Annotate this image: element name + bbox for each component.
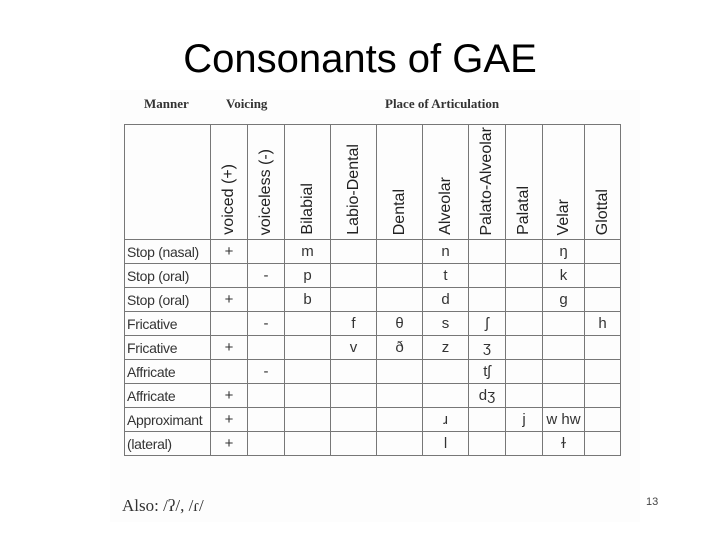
alveolar-cell: z — [423, 336, 469, 360]
alveolar-cell: n — [423, 240, 469, 264]
alveolar-cell: s — [423, 312, 469, 336]
bilabial-cell: m — [285, 240, 331, 264]
corner-cell — [125, 125, 211, 240]
dental-cell — [377, 408, 423, 432]
slide-title: Consonants of GAE — [183, 37, 537, 81]
dental-cell — [377, 264, 423, 288]
dental-cell: ð — [377, 336, 423, 360]
bilabial-cell — [285, 432, 331, 456]
palatal-cell — [506, 360, 543, 384]
consonant-chart-image — [110, 90, 640, 522]
labiodental-cell: v — [331, 336, 377, 360]
velar-cell: g — [543, 288, 585, 312]
column-header: Dental — [377, 125, 423, 240]
palatoalveolar-cell: ʒ — [469, 336, 506, 360]
manner-cell: Stop (oral) — [125, 264, 211, 288]
alveolar-cell: d — [423, 288, 469, 312]
labiodental-cell — [331, 384, 377, 408]
column-header: Bilabial — [285, 125, 331, 240]
place-header: Place of Articulation — [385, 96, 500, 111]
voiceless-cell — [248, 384, 285, 408]
velar-cell — [543, 336, 585, 360]
labiodental-cell — [331, 264, 377, 288]
voiced-cell: + — [211, 240, 248, 264]
bilabial-cell — [285, 408, 331, 432]
column-header: Alveolar — [423, 125, 469, 240]
table-row — [125, 264, 621, 288]
page-number: 13 — [646, 496, 659, 508]
palatoalveolar-cell — [469, 288, 506, 312]
table-row — [125, 432, 621, 456]
glottal-cell — [585, 432, 621, 456]
voiceless-cell — [248, 408, 285, 432]
palatal-cell — [506, 384, 543, 408]
glottal-cell — [585, 240, 621, 264]
voiceless-cell — [248, 432, 285, 456]
glottal-cell — [585, 336, 621, 360]
velar-cell: k — [543, 264, 585, 288]
palatoalveolar-cell: tʃ — [469, 360, 506, 384]
table-row — [125, 384, 621, 408]
bilabial-cell: p — [285, 264, 331, 288]
velar-cell — [543, 360, 585, 384]
manner-cell: Stop (nasal) — [125, 240, 211, 264]
table-row — [125, 408, 621, 432]
voiceless-cell — [248, 336, 285, 360]
palatoalveolar-cell — [469, 432, 506, 456]
dental-cell — [377, 288, 423, 312]
table-row — [125, 312, 621, 336]
column-header: voiced (+) — [211, 125, 248, 240]
consonant-table — [124, 124, 621, 456]
palatal-cell — [506, 264, 543, 288]
glottal-cell: h — [585, 312, 621, 336]
voiceless-cell: - — [248, 360, 285, 384]
palatal-cell — [506, 336, 543, 360]
manner-cell: Fricative — [125, 312, 211, 336]
glottal-cell — [585, 384, 621, 408]
alveolar-cell — [423, 360, 469, 384]
palatoalveolar-cell: ʃ — [469, 312, 506, 336]
dental-cell: θ — [377, 312, 423, 336]
voiced-cell: + — [211, 408, 248, 432]
manner-cell: (lateral) — [125, 432, 211, 456]
palatal-cell — [506, 432, 543, 456]
labiodental-cell — [331, 408, 377, 432]
palatoalveolar-cell — [469, 264, 506, 288]
column-header: Palato-Alveolar — [469, 125, 506, 240]
bilabial-cell — [285, 384, 331, 408]
bilabial-cell — [285, 336, 331, 360]
alveolar-cell: ɹ — [423, 408, 469, 432]
palatal-cell — [506, 288, 543, 312]
velar-cell: ŋ — [543, 240, 585, 264]
voiceless-cell — [248, 288, 285, 312]
manner-cell: Fricative — [125, 336, 211, 360]
table-row — [125, 240, 621, 264]
labiodental-cell — [331, 360, 377, 384]
voiceless-cell — [248, 240, 285, 264]
labiodental-cell — [331, 432, 377, 456]
voiced-cell: + — [211, 336, 248, 360]
dental-cell — [377, 432, 423, 456]
palatoalveolar-cell — [469, 408, 506, 432]
voiced-cell — [211, 264, 248, 288]
voiced-cell — [211, 312, 248, 336]
voiced-cell: + — [211, 384, 248, 408]
voiced-cell: + — [211, 432, 248, 456]
alveolar-cell — [423, 384, 469, 408]
dental-cell — [377, 240, 423, 264]
voiced-cell: + — [211, 288, 248, 312]
bilabial-cell — [285, 360, 331, 384]
voicing-header: Voicing — [226, 96, 268, 111]
column-header-row — [125, 125, 621, 240]
dental-cell — [377, 360, 423, 384]
palatoalveolar-cell: dʒ — [469, 384, 506, 408]
glottal-cell — [585, 360, 621, 384]
glottal-cell — [585, 408, 621, 432]
voiceless-cell: - — [248, 312, 285, 336]
velar-cell: ɫ — [543, 432, 585, 456]
manner-cell: Affricate — [125, 384, 211, 408]
velar-cell — [543, 384, 585, 408]
manner-cell: Approximant — [125, 408, 211, 432]
labiodental-cell — [331, 240, 377, 264]
bilabial-cell — [285, 312, 331, 336]
labiodental-cell — [331, 288, 377, 312]
manner-cell: Stop (oral) — [125, 288, 211, 312]
velar-cell: w hw — [543, 408, 585, 432]
palatal-cell — [506, 312, 543, 336]
manner-cell: Affricate — [125, 360, 211, 384]
voiced-cell — [211, 360, 248, 384]
column-header: Labio-Dental — [331, 125, 377, 240]
glottal-cell — [585, 264, 621, 288]
manner-header: Manner — [144, 96, 189, 111]
velar-cell — [543, 312, 585, 336]
column-header: voiceless (-) — [248, 125, 285, 240]
column-header: Velar — [543, 125, 585, 240]
alveolar-cell: t — [423, 264, 469, 288]
column-header: Glottal — [585, 125, 621, 240]
alveolar-cell: l — [423, 432, 469, 456]
palatoalveolar-cell — [469, 240, 506, 264]
table-row — [125, 360, 621, 384]
table-row — [125, 336, 621, 360]
labiodental-cell: f — [331, 312, 377, 336]
voiceless-cell: - — [248, 264, 285, 288]
bilabial-cell: b — [285, 288, 331, 312]
palatal-cell: j — [506, 408, 543, 432]
palatal-cell — [506, 240, 543, 264]
also-footnote: Also: /ʔ/, /ɾ/ — [122, 496, 204, 515]
column-header: Palatal — [506, 125, 543, 240]
dental-cell — [377, 384, 423, 408]
table-row — [125, 288, 621, 312]
glottal-cell — [585, 288, 621, 312]
